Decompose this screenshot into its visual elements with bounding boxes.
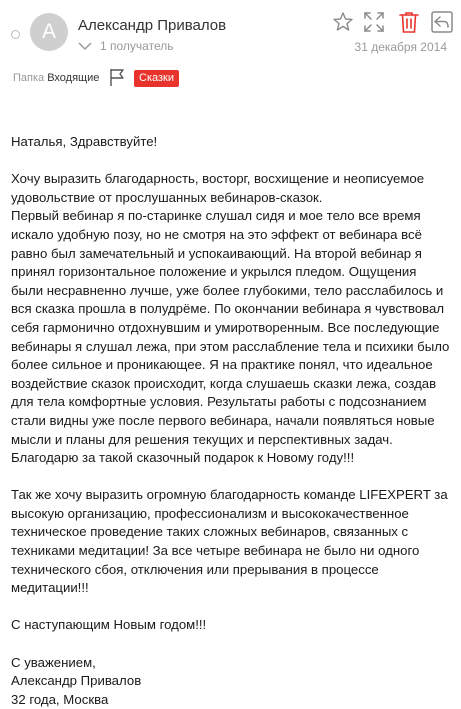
- chevron-down-icon: [78, 41, 92, 51]
- expand-icon[interactable]: [362, 10, 386, 34]
- paragraph: Первый вебинар я по-старинке слушал сидя и мое тело все время искало удобную позу, но не смотря на это эффект от вебинара всё равно был замечательный и успокаивающий. На второй вебинар я принял горизонтальное положение и укрылся пледом. Ощущения были несравненно лучше, уже более глубокими, тело расслабилось и вся сказка прошла в полудрёме. По окончании вебинара я чувствовал себя гармонично отдохнувшим и умиротворенным. Все последующие вебинары я слушал лежа, при этом расслабление тела и психики было более сильное и проникающее. Я на практике понял, что идеальное воздействие сказок происходит, когда слушаешь сказки лежа, создав для тела комфортные условия. Результаты работы с подсознанием стали видны уже после первого вебинара, начали появляться новые мысли и планы для решения текущих и перспективных задач. Благодарю за такой сказочный подарок к Новому году!!!: [11, 208, 450, 466]
- label-tag[interactable]: Сказки: [134, 70, 179, 87]
- signature-line: Александр Привалов: [11, 673, 142, 689]
- message-date: 31 декабря 2014: [354, 40, 447, 54]
- greeting: Наталья, Здравствуйте!: [11, 134, 158, 149]
- message-body: [11, 133, 451, 709]
- paragraph: Так же хочу выразить огромную благодарность команде LIFEXPERT за высокую организацию, профессионализм и высококачественное техническое проведение таких сложных вебинаров, связанных с техниками медитации! За все четыре вебинара не было ни одного технического сбоя, отключения или прерывания в процессе медитации!!!: [11, 487, 448, 596]
- message-header: [0, 0, 461, 62]
- folder-name[interactable]: Входящие: [47, 72, 100, 84]
- recipients-count: 1 получатель: [100, 39, 174, 53]
- trash-icon[interactable]: [397, 10, 421, 34]
- folder-info: [13, 72, 99, 84]
- star-icon[interactable]: [331, 10, 355, 34]
- avatar[interactable]: А: [30, 13, 68, 51]
- paragraph: Хочу выразить благодарность, восторг, восхищение и неописуемое удовольствие от прослушанных вебинаров-сказок.: [11, 171, 425, 205]
- folder-label: Папка: [13, 72, 45, 84]
- flag-icon[interactable]: [109, 68, 125, 87]
- message-meta: [0, 66, 461, 90]
- reply-icon[interactable]: [430, 10, 454, 34]
- sender-name[interactable]: Александр Привалов: [78, 17, 227, 34]
- paragraph: С наступающим Новым годом!!!: [11, 617, 207, 633]
- signature-line: 32 года, Москва: [11, 691, 109, 707]
- recipients-toggle[interactable]: [78, 39, 173, 53]
- unread-toggle[interactable]: [11, 30, 20, 39]
- signature-line: С уважением,: [11, 654, 96, 670]
